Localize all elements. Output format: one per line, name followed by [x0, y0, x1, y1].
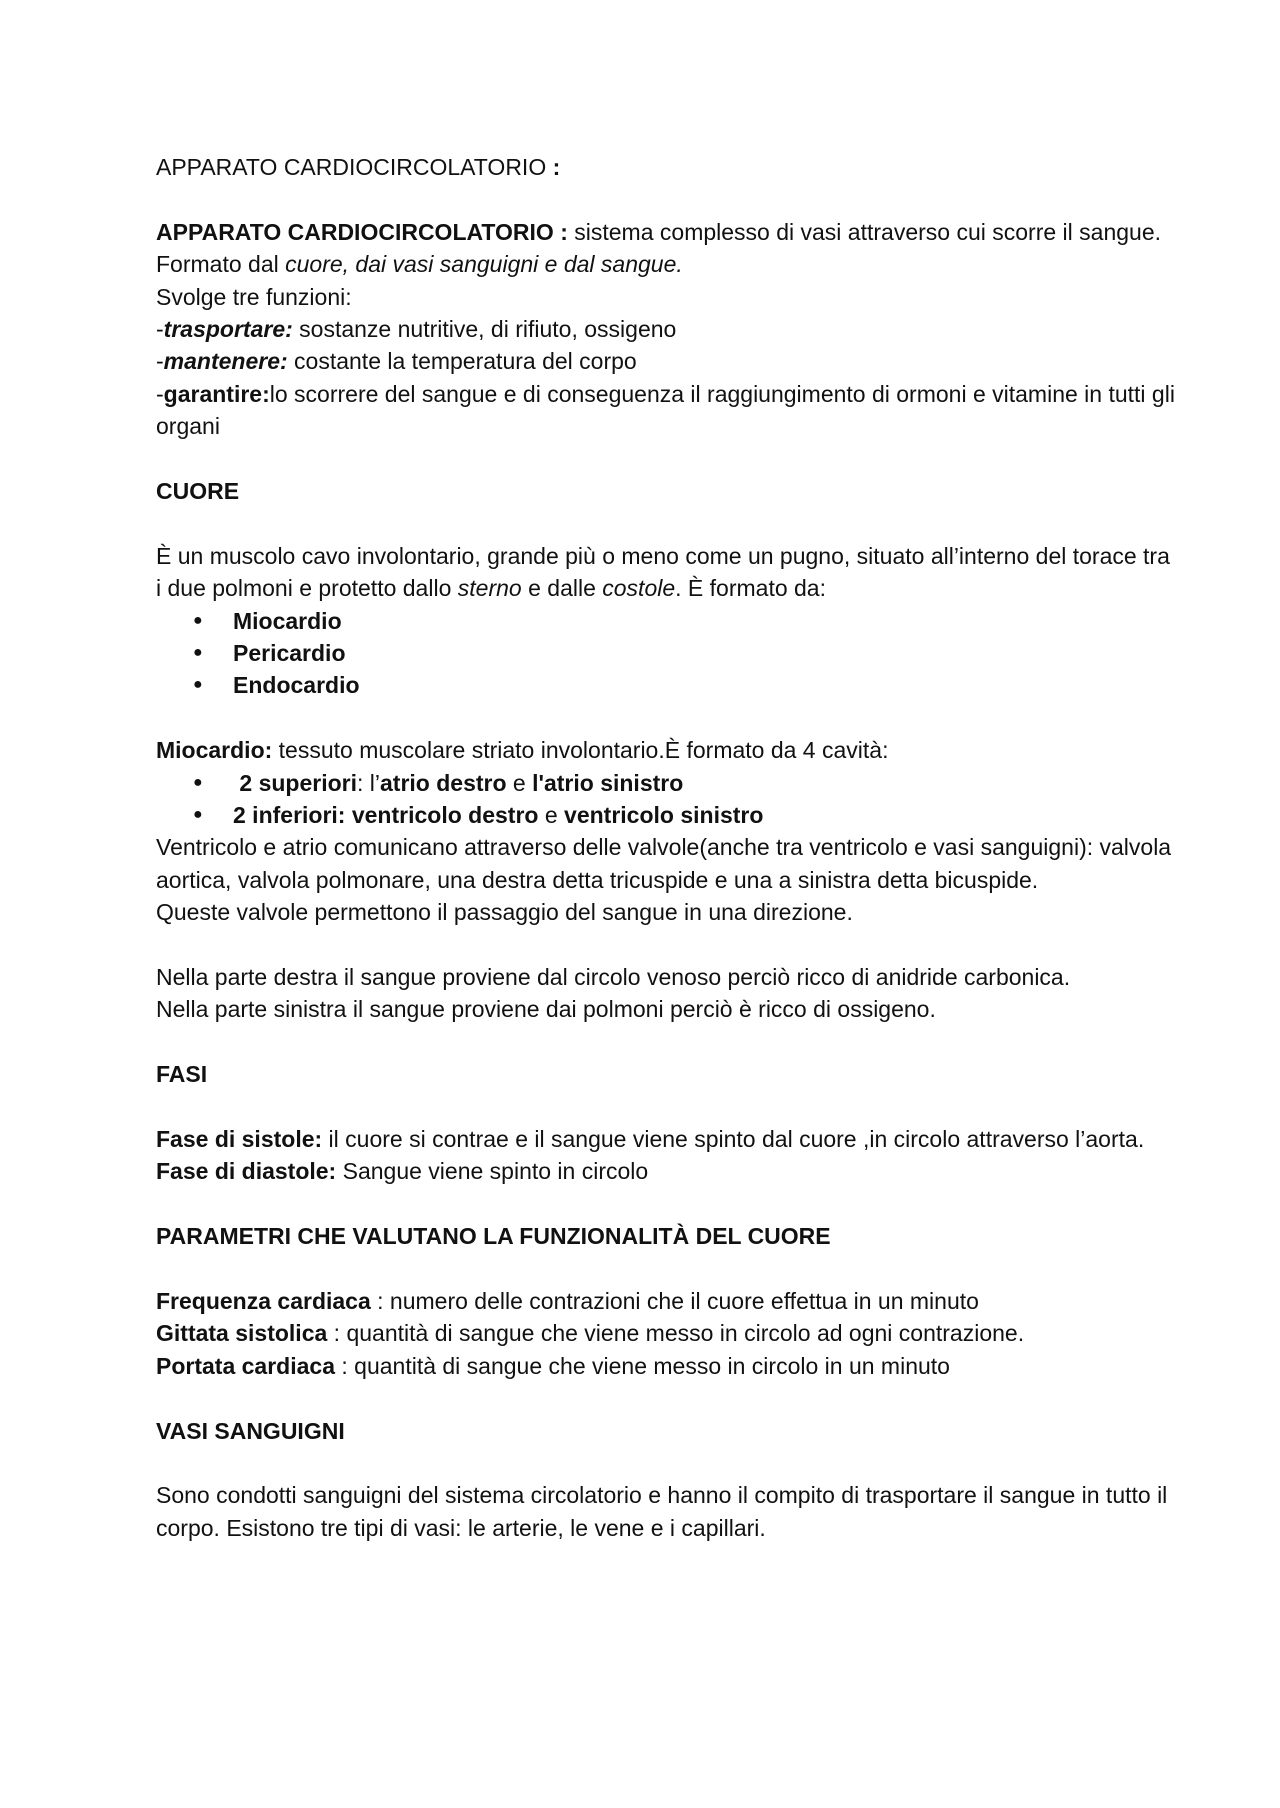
list-item: ● 2 superiori: l’atrio destro e l'atrio sinistro: [193, 767, 1180, 799]
section-heading-vasi: VASI SANGUIGNI: [156, 1417, 345, 1444]
vasi-paragraph: Sono condotti sanguigni del sistema circolatorio e hanno il compito di trasportare il sangue in tutto il corpo. Esistono tre tipi di vasi: le arterie, le vene e i capillari.: [156, 1482, 1168, 1541]
functions-intro: Svolge tre funzioni:: [156, 283, 352, 310]
valves-direction: Queste valvole permettono il passaggio del sangue in una direzione.: [156, 899, 853, 926]
parameter-item: Frequenza cardiaca : numero delle contrazioni che il cuore effettua in un minuto: [156, 1288, 979, 1315]
intro-formed: Formato dal cuore, dai vasi sanguigni e dal sangue.: [156, 251, 683, 278]
cavities-list: [156, 767, 1180, 832]
intro-term: APPARATO CARDIOCIRCOLATORIO :: [156, 218, 568, 245]
cuore-description: È un muscolo cavo involontario, grande più o meno come un pugno, situato all’interno del torace tra i due polmoni e protetto dallo sterno e dalle costole. È formato da:: [156, 542, 1170, 602]
parameter-item: Portata cardiaca : quantità di sangue che viene messo in circolo in un minuto: [156, 1352, 950, 1379]
miocardio-definition: Miocardio: tessuto muscolare striato involontario.È formato da 4 cavità:: [156, 737, 889, 764]
document-title: APPARATO CARDIOCIRCOLATORIO :: [156, 154, 561, 180]
parameter-item: Gittata sistolica : quantità di sangue che viene messo in circolo ad ogni contrazione.: [156, 1320, 1025, 1347]
section-heading-parametri: PARAMETRI CHE VALUTANO LA FUNZIONALITÀ DEL CUORE: [156, 1223, 831, 1250]
heart-layers-list: [156, 605, 1180, 702]
function-item: -garantire:lo scorrere del sangue e di conseguenza il raggiungimento di ormoni e vitamine in tutti gli organi: [156, 380, 1175, 440]
left-side-text: Nella parte sinistra il sangue proviene dai polmoni perciò è ricco di ossigeno.: [156, 996, 936, 1023]
sistole-paragraph: Fase di sistole: il cuore si contrae e il sangue viene spinto dal cuore ,in circolo attraverso l’aorta.: [156, 1126, 1145, 1153]
list-item: ● Endocardio: [193, 669, 1180, 701]
section-heading-cuore: CUORE: [156, 478, 240, 505]
function-item: -trasportare: sostanze nutritive, di rifiuto, ossigeno: [156, 316, 677, 343]
right-side-text: Nella parte destra il sangue proviene dal circolo venoso perciò ricco di anidride carbonica.: [156, 964, 1071, 991]
diastole-paragraph: Fase di diastole: Sangue viene spinto in circolo: [156, 1158, 649, 1185]
list-item: ● 2 inferiori: ventricolo destro e ventricolo sinistro: [193, 799, 1180, 831]
valves-paragraph: Ventricolo e atrio comunicano attraverso delle valvole(anche tra ventricolo e vasi sanguigni): valvola aortica, valvola polmonare, una destra detta tricuspide e una a sinistra detta bicuspide.: [156, 834, 1172, 893]
list-item: ● Pericardio: [193, 637, 1180, 669]
intro-definition: APPARATO CARDIOCIRCOLATORIO : sistema complesso di vasi attraverso cui scorre il sangue.: [156, 218, 1162, 245]
list-item: ● Miocardio: [193, 605, 1180, 637]
section-heading-fasi: FASI: [156, 1061, 208, 1088]
function-item: -mantenere: costante la temperatura del corpo: [156, 348, 637, 375]
